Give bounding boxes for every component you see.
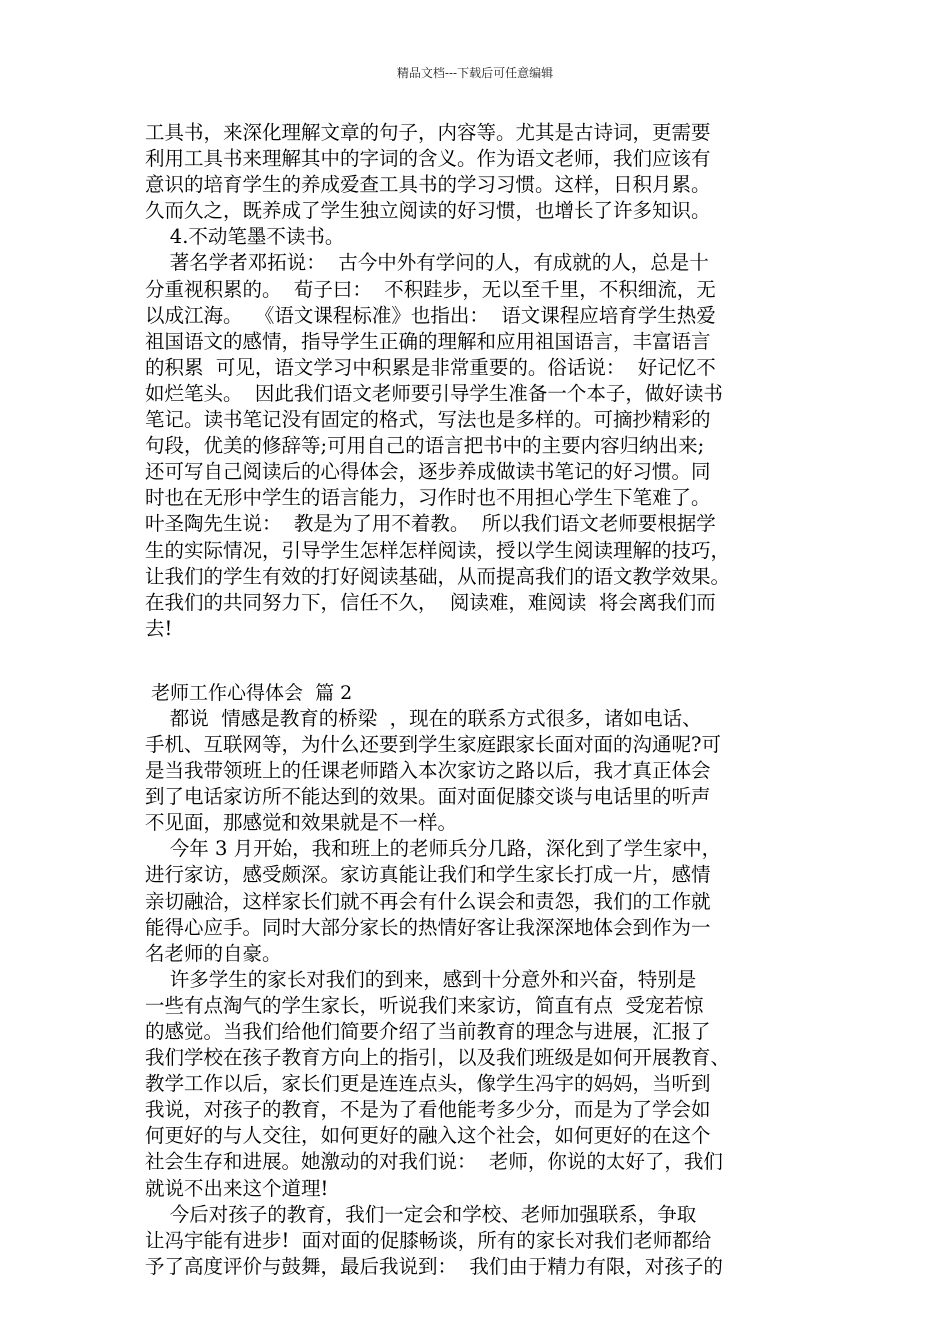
paragraph-line: 手机、互联网等，为什么还要到学生家庭跟家长面对面的沟通呢?可 — [145, 732, 721, 756]
paragraph-line: 笔记。读书笔记没有固定的格式，写法也是多样的。可摘抄精彩的 — [145, 408, 711, 432]
paragraph-line: 名老师的自豪。 — [145, 941, 282, 965]
paragraph-line: 在我们的共同努力下，信任不久， 阅读难，难阅读 将会离我们而 — [145, 590, 716, 614]
section-1 — [145, 120, 817, 642]
paragraph-line: 叶圣陶先生说： 教是为了用不着教。 所以我们语文老师要根据学 — [145, 512, 716, 536]
document-body — [145, 120, 817, 1280]
paragraph-line: 去! — [145, 616, 173, 640]
paragraph-line: 进行家访，感受颇深。家访真能让我们和学生家长打成一片，感情 — [145, 863, 711, 887]
paragraph-line: 还可写自己阅读后的心得体会，逐步养成做读书笔记的好习惯。同 — [145, 460, 711, 484]
page-header: 精品文档---下载后可任意编辑 — [396, 66, 554, 80]
paragraph-line: 一些有点淘气的学生家长，听说我们来家访，简直有点 受宠若惊 — [145, 993, 704, 1017]
paragraph-line: 久而久之，既养成了学生独立阅读的好习惯，也增长了许多知识。 — [145, 199, 711, 223]
list-item-heading: 4.不动笔墨不读书。 — [145, 225, 345, 249]
paragraph-line: 不见面，那感觉和效果就是不一样。 — [145, 811, 458, 835]
paragraph-line: 我们学校在孩子教育方向上的指引，以及我们班级是如何开展教育、 — [145, 1046, 731, 1070]
paragraph-line: 以成江海。 《语文课程标准》也指出： 语文课程应培育学生热爱 — [145, 303, 716, 327]
paragraph-line: 今年 3 月开始，我和班上的老师兵分几路，深化到了学生家中， — [145, 837, 722, 861]
paragraph-line: 都说 情感是教育的桥梁 ，现在的联系方式很多，诸如电话、 — [145, 706, 702, 730]
paragraph-line: 我说，对孩子的教育，不是为了看他能考多少分，而是为了学会如 — [145, 1098, 711, 1122]
paragraph-line: 让冯宇能有进步! 面对面的促膝畅谈，所有的家长对我们老师都给 — [145, 1228, 712, 1252]
section-spacer-small — [145, 668, 817, 680]
paragraph-line: 工具书，来深化理解文章的句子，内容等。尤其是古诗词，更需要 — [145, 121, 711, 144]
paragraph-line: 许多学生的家长对我们的到来，感到十分意外和兴奋，特别是 — [145, 967, 697, 991]
paragraph-line: 何更好的与人交往，如何更好的融入这个社会，如何更好的在这个 — [145, 1124, 711, 1148]
paragraph-line: 到了电话家访所不能达到的效果。面对面促膝交谈与电话里的听声 — [145, 785, 711, 809]
paragraph-line: 是当我带领班上的任课老师踏入本次家访之路以后，我才真正体会 — [145, 759, 711, 783]
paragraph-line: 的感觉。当我们给他们简要介绍了当前教育的理念与进展，汇报了 — [145, 1020, 711, 1043]
paragraph-line: 意识的培育学生的养成爱查工具书的学习习惯。这样，日积月累。 — [145, 173, 711, 197]
paragraph-line: 亲切融洽，这样家长们就不再会有什么误会和责怨，我们的工作就 — [145, 889, 711, 913]
paragraph-line: 利用工具书来理解其中的字词的含义。作为语文老师，我们应该有 — [145, 147, 711, 171]
section-heading: 老师工作心得体会 篇 2 — [145, 681, 353, 704]
paragraph-line: 能得心应手。同时大部分家长的热情好客让我深深地体会到作为一 — [145, 915, 711, 939]
paragraph-line: 今后对孩子的教育，我们一定会和学校、老师加强联系，争取 — [145, 1202, 697, 1226]
paragraph-line: 生的实际情况，引导学生怎样怎样阅读，授以学生阅读理解的技巧， — [145, 538, 731, 562]
paragraph-line: 就说不出来这个道理! — [145, 1176, 329, 1200]
paragraph-line: 让我们的学生有效的打好阅读基础，从而提高我们的语文教学效果。 — [145, 564, 731, 588]
paragraph-line: 教学工作以后，家长们更是连连点头，像学生冯宇的妈妈，当听到 — [145, 1072, 711, 1096]
section-2 — [145, 680, 817, 1280]
paragraph-line: 著名学者邓拓说： 古今中外有学问的人，有成就的人，总是十 — [145, 251, 709, 275]
section-spacer — [145, 642, 817, 668]
paragraph-line: 分重视积累的。 荀子曰： 不积跬步，无以至千里，不积细流，无 — [145, 277, 716, 301]
paragraph-line: 的积累 可见，语文学习中积累是非常重要的。俗话说： 好记忆不 — [145, 355, 716, 379]
paragraph-line: 予了高度评价与鼓舞，最后我说到： 我们由于精力有限，对孩子的 — [145, 1254, 723, 1278]
paragraph-line: 社会生存和进展。她激动的对我们说： 老师，你说的太好了，我们 — [145, 1150, 723, 1174]
paragraph-line: 如烂笔头。 因此我们语文老师要引导学生准备一个本子，做好读书 — [145, 381, 723, 405]
paragraph-line: 时也在无形中学生的语言能力，习作时也不用担心学生下笔难了。 — [145, 486, 711, 510]
paragraph-line: 句段，优美的修辞等;可用自己的语言把书中的主要内容归纳出来; — [145, 434, 705, 458]
paragraph-line: 祖国语文的感情，指导学生正确的理解和应用祖国语言，丰富语言 — [145, 329, 711, 353]
